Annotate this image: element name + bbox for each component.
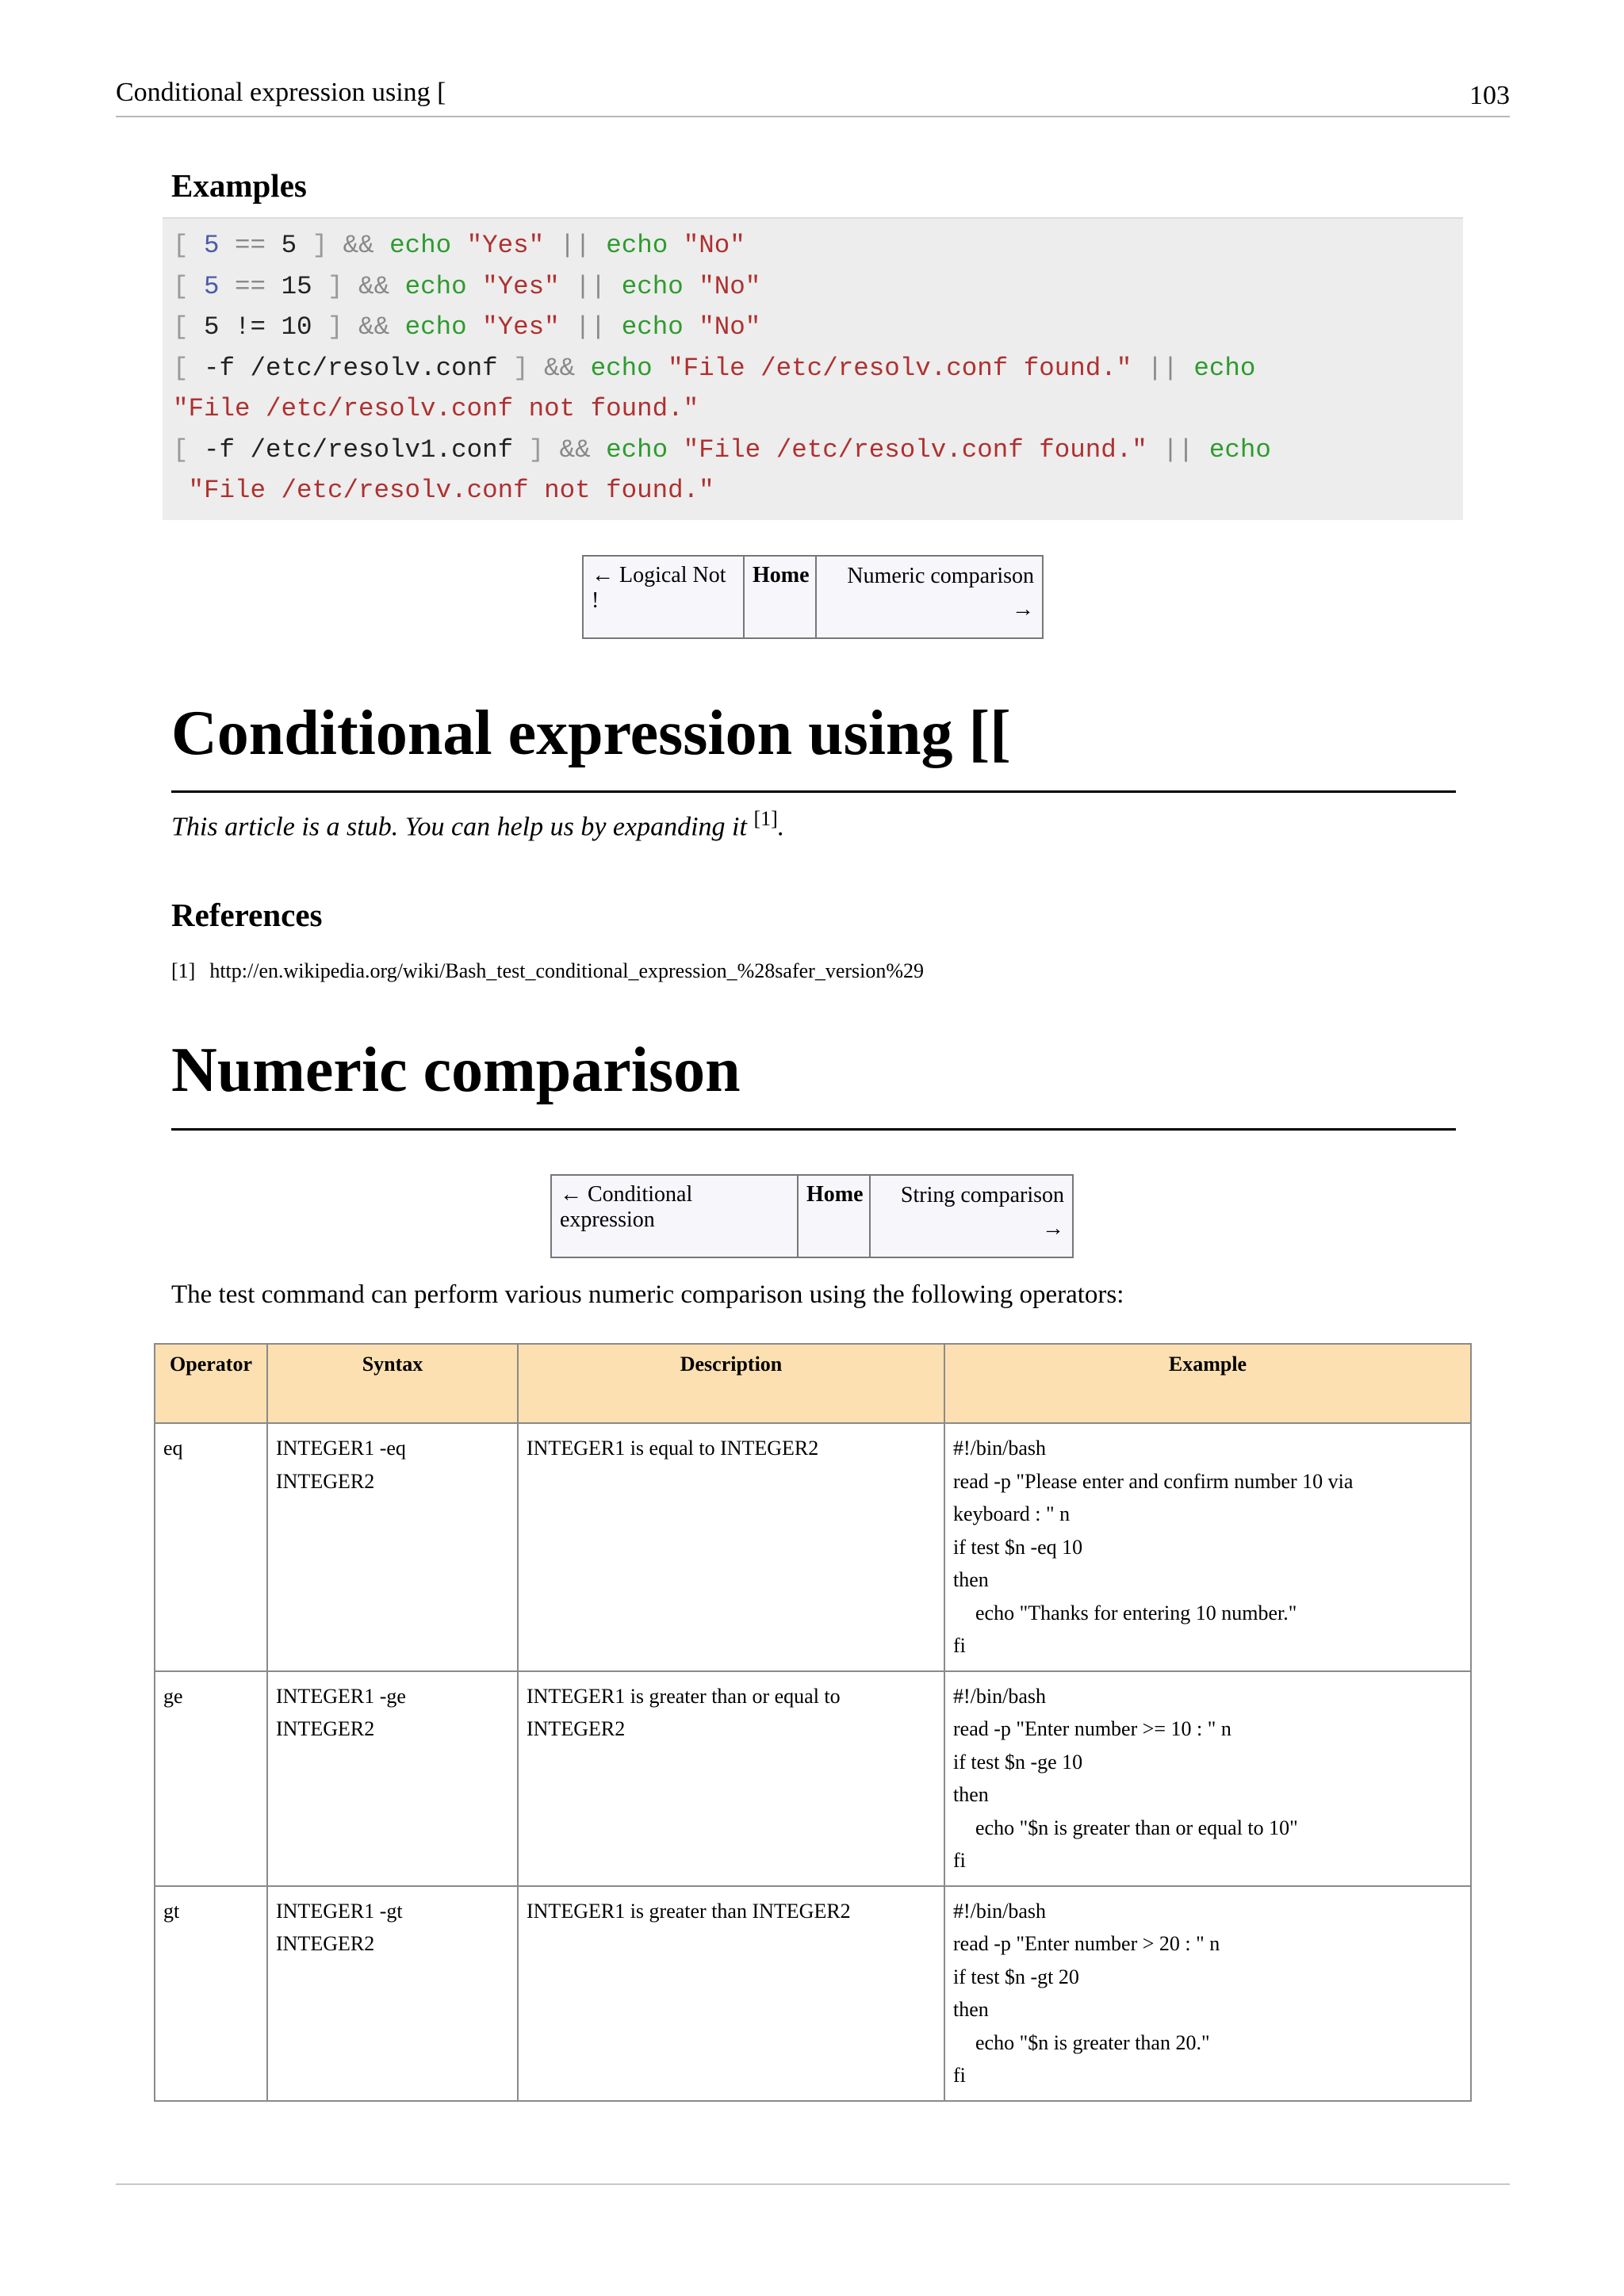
code-token: "No" (699, 271, 761, 301)
example-line: echo "Thanks for entering 10 number." (975, 1601, 1297, 1624)
code-token: ] (312, 312, 359, 342)
table-header-row (155, 1344, 1471, 1423)
code-line (173, 430, 1463, 471)
code-token: [ (173, 434, 205, 465)
syntax-line: INTEGER1 -gt (276, 1899, 403, 1923)
code-token: 15 (281, 271, 312, 301)
navigation-box (582, 555, 1044, 639)
arrow-right-icon: → (1012, 597, 1034, 622)
nav-prev-link[interactable]: ← Conditional expression (552, 1176, 799, 1257)
code-token: echo (1208, 434, 1271, 465)
example-line: read -p "Please enter and confirm number 10 via (953, 1469, 1354, 1493)
code-line (173, 470, 1463, 511)
code-token: echo (606, 231, 668, 260)
code-token: echo (621, 312, 684, 342)
code-token (389, 272, 405, 301)
code-token: || (575, 312, 607, 342)
arrow-right-icon: → (1042, 1216, 1064, 1241)
nav-home-link[interactable]: Home (799, 1176, 871, 1257)
code-token (220, 231, 236, 260)
table-row (155, 1423, 1471, 1671)
code-token: ] (513, 434, 560, 465)
syntax-line: INTEGER2 (276, 1932, 375, 1955)
code-token: "Yes" (466, 231, 545, 260)
example-cell (944, 1886, 1471, 2101)
code-token (684, 272, 699, 301)
code-token (1147, 435, 1163, 465)
code-token: [ (173, 312, 205, 342)
code-token: [ (173, 271, 205, 301)
code-token (220, 272, 236, 301)
running-header (116, 78, 1510, 117)
example-cell (944, 1423, 1471, 1671)
code-token: && (358, 271, 390, 301)
code-token: == (235, 271, 266, 301)
example-line: keyboard : " n (953, 1502, 1071, 1525)
example-line: #!/bin/bash (953, 1437, 1046, 1460)
code-token: 5 (204, 271, 220, 301)
code-token: == (235, 231, 266, 260)
example-line: read -p "Enter number > 20 : " n (953, 1932, 1220, 1955)
code-token (684, 312, 699, 342)
example-line: then (953, 1783, 989, 1806)
code-token: || (559, 231, 591, 260)
example-line: echo "$n is greater than or equal to 10" (975, 1816, 1298, 1839)
stub-notice (171, 807, 784, 842)
section-title: Conditional expression using [[ (171, 698, 1456, 793)
code-token (467, 312, 483, 342)
example-line: then (953, 1998, 989, 2021)
code-token: "Yes" (482, 271, 560, 301)
references-heading: References (171, 897, 323, 933)
code-token (1193, 435, 1209, 465)
description-cell: INTEGER1 is equal to INTEGER2 (518, 1423, 944, 1671)
reference-number: [1] (171, 959, 196, 982)
operators-table (154, 1343, 1472, 2102)
code-token: && (559, 434, 591, 465)
code-token: echo (1193, 353, 1256, 383)
example-cell (944, 1671, 1471, 1886)
footer-rule (116, 2183, 1510, 2185)
example-line: #!/bin/bash (953, 1684, 1046, 1708)
code-token: "File /etc/resolv.conf found." (668, 353, 1132, 383)
page-number: 103 (1469, 81, 1510, 110)
code-token (560, 312, 576, 342)
code-token (575, 354, 591, 383)
code-token (591, 231, 607, 260)
navigation-box (550, 1174, 1074, 1258)
code-token: ] (312, 271, 359, 301)
code-token (389, 312, 405, 342)
code-token: ] (297, 231, 343, 260)
syntax-line: INTEGER1 -eq (276, 1437, 406, 1460)
syntax-cell (267, 1671, 518, 1886)
code-token: || (1162, 434, 1194, 465)
code-token (1178, 354, 1194, 383)
example-line: read -p "Enter number >= 10 : " n (953, 1717, 1231, 1740)
syntax-cell (267, 1886, 518, 2101)
nav-home-link[interactable]: Home (745, 557, 817, 637)
code-token: && (358, 312, 390, 342)
code-token: && (544, 353, 576, 383)
code-token: echo (621, 271, 684, 301)
intro-paragraph: The test command can perform various numeric comparison using the following operators: (171, 1280, 1124, 1309)
code-token (544, 231, 560, 260)
reference-item (171, 959, 924, 983)
code-token: "Yes" (482, 312, 560, 342)
example-line: if test $n -ge 10 (953, 1750, 1083, 1774)
example-line: if test $n -gt 20 (953, 1965, 1079, 1988)
code-token: "No" (683, 231, 745, 260)
nav-next-label: Numeric comparison (847, 564, 1034, 588)
column-header: Description (518, 1344, 944, 1423)
example-line: fi (953, 2064, 966, 2087)
code-token (173, 476, 189, 505)
example-line: fi (953, 1849, 966, 1872)
examples-heading: Examples (171, 167, 307, 204)
table-row (155, 1671, 1471, 1886)
code-token (668, 231, 684, 260)
code-token (467, 272, 483, 301)
code-token (606, 272, 622, 301)
code-token: echo (606, 434, 668, 465)
code-token (606, 312, 622, 342)
code-token: [ (173, 353, 205, 383)
syntax-line: INTEGER1 -ge (276, 1684, 406, 1708)
code-token (668, 435, 684, 465)
example-line: then (953, 1568, 989, 1591)
code-token: echo (590, 353, 653, 383)
example-line: #!/bin/bash (953, 1899, 1046, 1923)
nav-next-link[interactable] (817, 557, 1042, 637)
reference-link[interactable]: http://en.wikipedia.org/wiki/Bash_test_conditional_expression_%28safer_version%29 (209, 959, 925, 982)
code-token: "File /etc/resolv.conf not found." (188, 476, 714, 505)
column-header: Syntax (267, 1344, 518, 1423)
column-header: Operator (155, 1344, 267, 1423)
description-cell: INTEGER1 is greater than or equal to INTEGER2 (518, 1671, 944, 1886)
section-title: Numeric comparison (171, 1035, 1456, 1131)
code-token (266, 231, 282, 260)
code-token: [ (173, 231, 205, 260)
running-header-title: Conditional expression using [ (116, 78, 446, 107)
code-token (560, 272, 576, 301)
code-token (451, 231, 467, 260)
code-token: echo (404, 312, 467, 342)
stub-ref-link[interactable]: [1] (753, 807, 778, 830)
code-token: -f /etc/resolv.conf (204, 353, 498, 383)
code-token (374, 231, 390, 260)
code-block (163, 217, 1463, 520)
description-cell: INTEGER1 is greater than INTEGER2 (518, 1886, 944, 2101)
code-token: && (343, 231, 374, 260)
operator-cell: ge (155, 1671, 267, 1886)
code-line (173, 266, 1463, 308)
code-token: 5 (204, 231, 220, 260)
example-line: fi (953, 1634, 966, 1657)
code-token: || (1147, 353, 1178, 383)
code-token (591, 435, 607, 465)
nav-next-label: String comparison (900, 1183, 1064, 1207)
code-token: 5 != 10 (204, 312, 312, 342)
operator-cell: eq (155, 1423, 267, 1671)
code-token: 5 (281, 231, 297, 260)
syntax-line: INTEGER2 (276, 1469, 375, 1493)
code-token: || (575, 271, 607, 301)
code-token (1132, 354, 1147, 383)
stub-end: . (777, 812, 785, 842)
code-line (173, 307, 1463, 348)
code-token: echo (389, 231, 452, 260)
code-token: ] (497, 353, 545, 383)
code-line (173, 225, 1463, 266)
example-line: if test $n -eq 10 (953, 1535, 1083, 1559)
code-token: echo (404, 271, 467, 301)
nav-prev-link[interactable]: ← Logical Not ! (584, 557, 745, 637)
table-row (155, 1886, 1471, 2101)
column-header: Example (944, 1344, 1471, 1423)
example-line: echo "$n is greater than 20." (975, 2030, 1210, 2054)
code-token: "File /etc/resolv.conf not found." (173, 394, 699, 423)
nav-next-link[interactable] (871, 1176, 1072, 1257)
syntax-line: INTEGER2 (276, 1717, 375, 1740)
code-line (173, 388, 1463, 430)
code-token (266, 272, 282, 301)
stub-text: This article is a stub. You can help us by expanding it (171, 812, 754, 842)
syntax-cell (267, 1423, 518, 1671)
code-line (173, 348, 1463, 389)
operator-cell: gt (155, 1886, 267, 2101)
code-token: -f /etc/resolv1.conf (204, 434, 514, 465)
code-token: "No" (699, 312, 761, 342)
code-token (653, 354, 668, 383)
code-token: "File /etc/resolv.conf found." (683, 434, 1147, 465)
